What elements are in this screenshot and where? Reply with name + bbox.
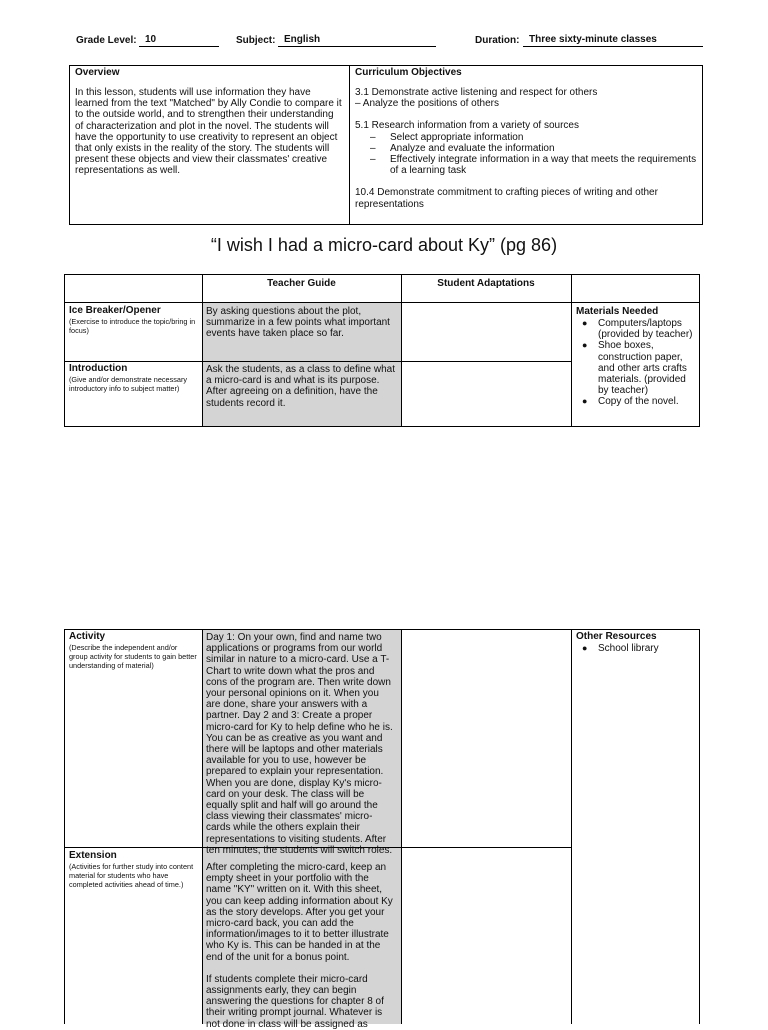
resources-cell [576,631,696,654]
col-teacher-guide: Teacher Guide [267,278,336,289]
materials-item: ● Computers/laptops (provided by teacher) [582,318,693,341]
objective-5-1: 5.1 Research information from a variety of sources [355,120,579,132]
objective-item: – Select appropriate information [370,131,524,143]
introduction-sub: (Give and/or demonstrate necessary introductory info to subject matter) [69,375,188,393]
introduction-cell [69,363,201,393]
icebreaker-cell [69,305,197,335]
objective-item: – Effectively integrate information in a way that meets the requirements of a learning task [370,154,697,177]
icebreaker-guide: By asking questions about the plot, summarize in a few points what important events have taken place so far. [206,306,390,340]
icebreaker-sub: (Exercise to introduce the topic/bring in focus) [69,317,196,335]
subject-value: English [278,33,436,47]
overview-divider [349,65,350,225]
extension-guide: After completing the micro-card, keep an empty sheet in your portfolio with the name "KY" written on it. With this sheet, you can keep adding information about Ky as the story develops. After you get your micro-card back, you can add the information/images to it to better illustrate who Ky is. This can be handed in at the end of the unit for a bonus point. If students complete their micro-card assignments early, they can begin answering the questions for chapter 8 of their writing prompt journal. Whatever is not done in class will be assigned as [206,862,393,1030]
overview-heading: Overview [75,67,120,78]
objectives-cell [355,67,697,210]
resources-heading: Other Resources [576,631,657,642]
col-student-adaptations: Student Adaptations [437,278,535,289]
lesson-title: “I wish I had a micro-card about Ky” (pg 86) [210,235,558,255]
overview-cell [75,67,343,177]
grade-level-label: Grade Level: [76,35,137,46]
objective-10-4: 10.4 Demonstrate commitment to crafting pieces of writing and other representations [355,187,658,210]
grade-level-value: 10 [139,33,219,47]
resources-item: ● School library [582,643,659,654]
materials-item: ● Shoe boxes, construction paper, and other arts crafts materials. (provided by teacher) [582,340,687,397]
activity-heading: Activity [69,631,106,642]
activity-sub: (Describe the independent and/or group activity for students to gain better understanding of material) [69,643,197,670]
duration-label: Duration: [475,35,520,46]
extension-cell [69,850,197,889]
activity-guide: Day 1: On your own, find and name two applications or programs from our world similar in nature to a micro-card. Use a T-Chart to write down what the pros and cons of the program are. Then write down your personal opinions on it. When you are done, share your answers with a partner. Day 2 and 3: Create a proper micro-card for Ky to help define who he is. You can be as creative as you want and there will be laptops and other materials available for you to use, however be prepared to explain your representation. When you are done, display Ky's micro-card on your desk. The class will be equally split and half will go around the class viewing their classmates' micro-cards while the others explain their representations to visiting students. After ten minutes, the students will switch roles. [206,632,393,856]
objective-3-1-sub: – Analyze the positions of others [355,98,499,110]
duration-value: Three sixty-minute classes [523,33,703,47]
objective-item: – Analyze and evaluate the information [370,142,555,154]
extension-sub: (Activities for further study into content material for students who have completed activities ahead of time.) [69,862,194,889]
objectives-heading: Curriculum Objectives [355,67,462,78]
materials-heading: Materials Needed [576,306,659,317]
icebreaker-heading: Ice Breaker/Opener [69,305,161,316]
activity-cell [69,631,197,670]
lesson-table-bottom [64,629,700,630]
introduction-heading: Introduction [69,363,128,374]
materials-cell [576,306,696,408]
materials-item: ● Copy of the novel. [582,396,679,408]
introduction-guide: Ask the students, as a class to define what a micro-card is and what is its purpose. After agreeing on a definition, have the students record it. [206,364,395,409]
objective-3-1: 3.1 Demonstrate active listening and respect for others [355,87,598,98]
extension-heading: Extension [69,850,117,861]
subject-label: Subject: [236,35,276,46]
overview-text: In this lesson, students will use information they have learned from the text "Matched" by Ally Condie to compare it to the outside world, and to strengthen their understanding of characterization and plot in the novel. The students will have the opportunity to use creativity to represent an object that only exists in the reality of the story. The students will present these objects and view their classmates' creative representations as well. [75,87,342,177]
